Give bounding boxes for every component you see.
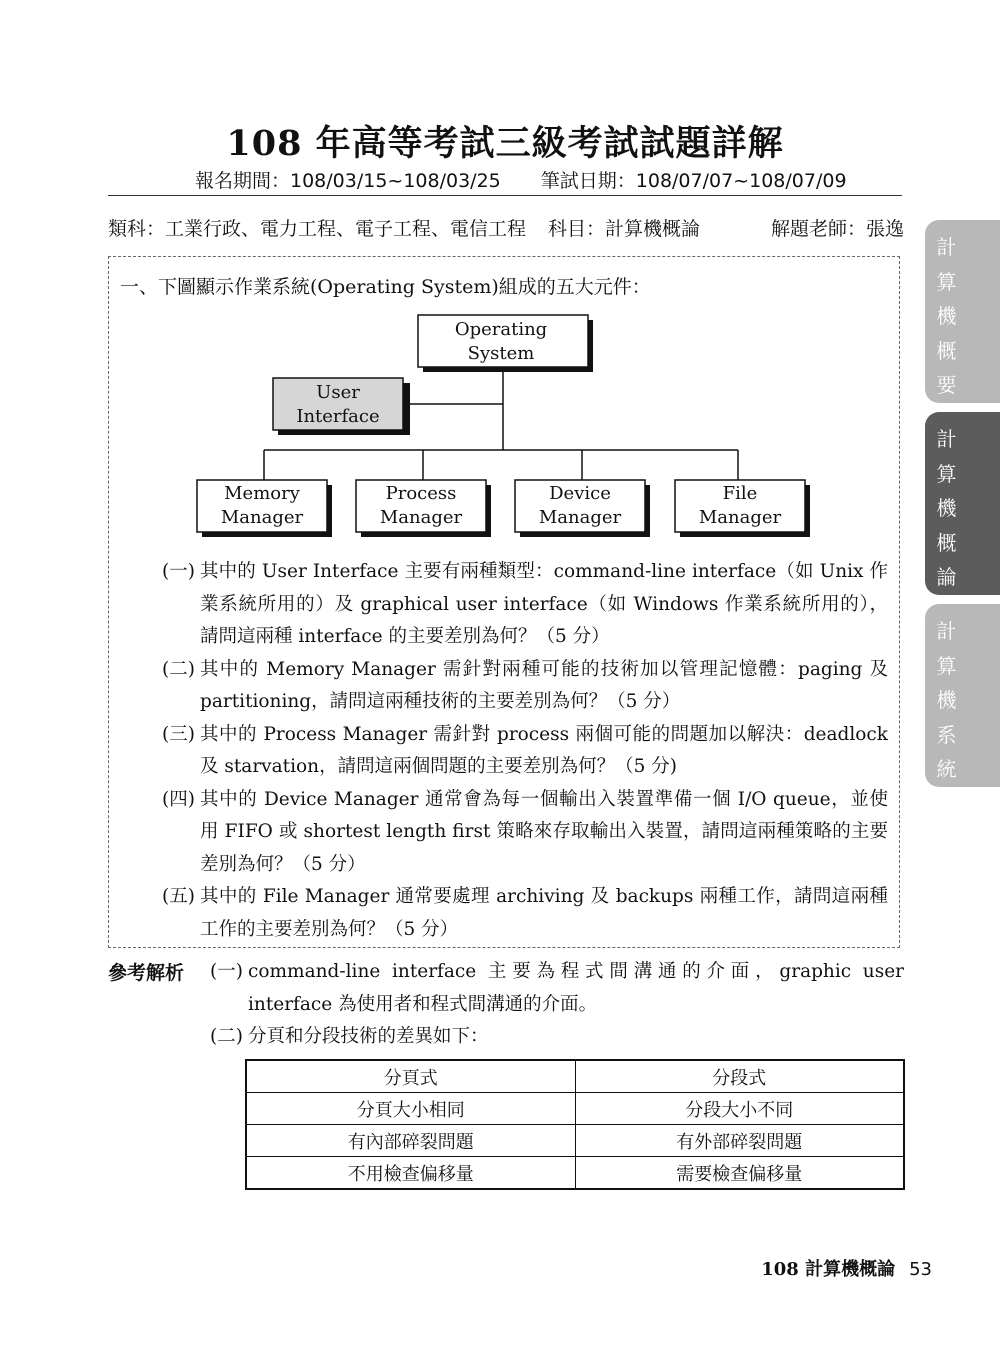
tab-char: 論 (936, 565, 957, 589)
category: 類科：工業行政、電力工程、電子工程、電信工程 (108, 218, 527, 240)
part-number: (二) (162, 658, 195, 680)
paging-vs-segmentation-table (245, 1059, 905, 1190)
teacher: 解題老師：張逸 (770, 218, 904, 240)
table-row (246, 1125, 904, 1157)
exam-meta (108, 214, 904, 241)
table-header: 分段式 (575, 1060, 904, 1093)
node-memory-manager (197, 480, 332, 537)
node-file-line2: Manager (698, 507, 782, 528)
question-part-1 (162, 556, 888, 654)
node-device-manager (515, 480, 650, 537)
node-operating-system (418, 315, 593, 372)
question-part-5 (162, 881, 888, 946)
node-process-manager (356, 480, 491, 537)
tab-char: 計 (936, 619, 957, 643)
table-header-row (246, 1060, 904, 1093)
table-cell: 有內部碎裂問題 (246, 1125, 575, 1157)
side-tab-computer-systems[interactable] (925, 604, 1000, 787)
node-user-interface (273, 378, 410, 435)
node-ui-line2: Interface (296, 406, 380, 427)
side-tab-computer-intro[interactable] (925, 412, 1000, 595)
exam-dates (195, 166, 847, 193)
table-cell: 分頁大小相同 (246, 1093, 575, 1125)
question-part-3 (162, 719, 888, 784)
node-file-manager (675, 480, 810, 537)
node-file-line1: File (722, 483, 758, 504)
tab-char: 算 (936, 269, 957, 294)
tab-char: 統 (936, 757, 957, 781)
node-memory-line1: Memory (224, 483, 300, 504)
part-text: 其中的 User Interface 主要有兩種類型：command-line interface（如 Unix 作業系統所用的）及 graphical user interface（如 Windows 作業系統所用的），請問這兩種 interface 的主要差別為何？（5 分） (200, 561, 888, 647)
tab-char: 概 (936, 338, 957, 363)
part-number: (五) (162, 886, 195, 907)
table-row (246, 1093, 904, 1125)
table-row (246, 1157, 904, 1190)
page-number: 53 (909, 1259, 932, 1280)
part-text: 其中的 Process Manager 需針對 process 兩個可能的問題加以解決：deadlock 及 starvation，請問這兩個問題的主要差別為何？（5 分) (200, 723, 888, 777)
question-part-4 (162, 784, 888, 882)
table-cell: 分段大小不同 (575, 1093, 904, 1125)
part-text: 其中的 Memory Manager 需針對兩種可能的技術加以管理記憶體：paging 及 partitioning，請問這兩種技術的主要差別為何？（5 分） (200, 658, 888, 712)
part-number: (二) (210, 1026, 243, 1047)
node-process-line2: Manager (379, 507, 463, 528)
tab-char: 算 (936, 461, 957, 486)
page-title: 108 年高等考試三級考試試題詳解 (226, 123, 784, 164)
page-footer (761, 1255, 932, 1281)
part-number: (一) (162, 561, 195, 582)
side-tab-computer-summary[interactable] (925, 220, 1000, 403)
node-ui-line1: User (316, 382, 360, 403)
footer-book-title: 108 計算機概論 (761, 1259, 896, 1280)
part-number: (一) (210, 961, 243, 982)
tab-char: 概 (936, 530, 957, 555)
answer-label: 參考解析 (108, 962, 185, 984)
part-number: (四) (162, 788, 195, 810)
subject: 科目：計算機概論 (548, 218, 701, 240)
tab-char: 機 (936, 304, 957, 328)
node-device-line1: Device (549, 483, 611, 504)
answer-section (210, 956, 904, 1054)
tab-char: 要 (936, 373, 957, 397)
node-process-line1: Process (385, 483, 457, 504)
table-cell: 不用檢查偏移量 (246, 1157, 575, 1190)
tab-char: 計 (936, 427, 957, 451)
table-header: 分頁式 (246, 1060, 575, 1093)
answer-part-1 (210, 956, 904, 1021)
tab-char: 系 (936, 722, 957, 747)
tab-char: 機 (936, 688, 957, 712)
answer-part-2 (210, 1021, 904, 1054)
table-cell: 需要檢查偏移量 (575, 1157, 904, 1190)
exam-date: 筆試日期：108/07/07~108/07/09 (540, 170, 847, 192)
node-memory-line2: Manager (220, 507, 304, 528)
table-cell: 有外部碎裂問題 (575, 1125, 904, 1157)
part-number: (三) (162, 723, 195, 745)
part-text: 其中的 File Manager 通常要處理 archiving 及 backups 兩種工作，請問這兩種工作的主要差別為何？（5 分） (200, 886, 888, 940)
node-os-line2: System (467, 343, 535, 364)
question-intro: 一、下圖顯示作業系統(Operating System)組成的五大元件： (120, 276, 651, 298)
header-divider (108, 195, 902, 196)
question-parts (162, 556, 888, 946)
question-part-2 (162, 654, 888, 719)
node-os-line1: Operating (454, 319, 548, 340)
tab-char: 算 (936, 653, 957, 678)
part-text: 其中的 Device Manager 通常會為每一個輸出入裝置準備一個 I/O queue，並使用 FIFO 或 shortest length first 策略來存取輸出入裝置，請問這兩種策略的主要差別為何？（5 分） (200, 788, 888, 875)
node-device-line2: Manager (538, 507, 622, 528)
tab-char: 計 (936, 235, 957, 259)
os-components-diagram (190, 310, 820, 545)
part-text: command-line interface 主要為程式間溝通的介面，graphic user interface 為使用者和程式間溝通的介面。 (248, 961, 904, 1015)
registration-period: 報名期間：108/03/15~108/03/25 (195, 170, 501, 192)
tab-char: 機 (936, 496, 957, 520)
part-text: 分頁和分段技術的差異如下： (248, 1026, 489, 1047)
